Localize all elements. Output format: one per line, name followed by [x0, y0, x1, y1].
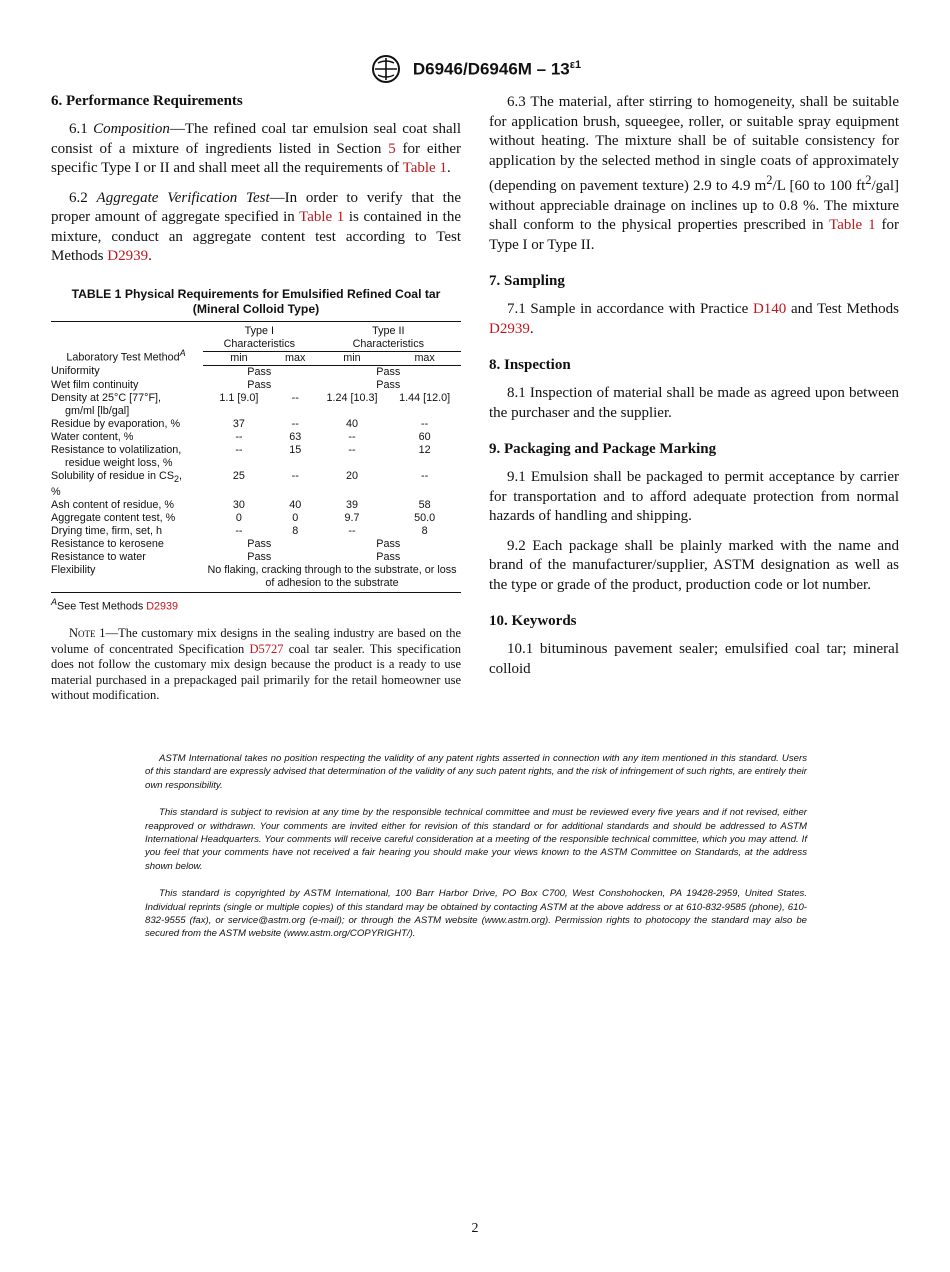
table-row: Uniformity Pass Pass: [51, 365, 401, 378]
table-row: Solubility of residue in $CS_2$, % 25 -- 20 --: [51, 469, 429, 498]
table-row: Residue by evaporation, % 37 -- 40 --: [51, 417, 429, 430]
table-row: Density at 25°C [77°F], gm/ml [lb/gal] 1.1 [9.0] -- 1.24 [10.3] 1.44 [12.0]: [51, 391, 451, 417]
paragraph-6-3: 6.3 The material, after stirring to homogeneity, shall be suitable for application brush, squeegee, roller, or suitable spray equipment without heating. The mixture shall be of suitable consistency for application by the selected method in single coats of approximately (depending on pavement texture) 2.9 to 4.9 $m^2/L$ [60 to 100 $ft^2/gal$] without appreciable drainage on inclines up to 0.8 %. The mixture shall conform to the physical properties prescribed in Table 1 for Type I or Type II.: [489, 94, 899, 253]
page-header: [0, 54, 950, 84]
max-header: max: [388, 351, 461, 365]
right-column: [489, 93, 899, 689]
paragraph-10-1: 10.1 bituminous pavement sealer; emulsified coal tar; mineral colloid: [489, 641, 899, 677]
table-1-link[interactable]: Table 1: [829, 217, 876, 233]
page-number: 2: [471, 1221, 479, 1236]
legal-notice: [145, 752, 807, 955]
copyright-notice: This standard is copyrighted by ASTM International, 100 Barr Harbor Drive, PO Box C700, West Conshohocken, PA 19428-2959, United States. Individual reprints (single or multiple copies) of this standard may be obtained by contacting ASTM at the above address or at 610-832-9585 (phone), 610-832-9555 (fax), or service@astm.org (e-mail); or through the ASTM website (www.astm.org). Permission rights to photocopy the standard may also be secured from the ASTM website (www.astm.org/COPYRIGHT/).: [145, 888, 807, 940]
d2939-link[interactable]: D2939: [107, 248, 149, 264]
astm-logo-icon: [369, 54, 403, 84]
d2939-link[interactable]: D2939: [146, 600, 179, 613]
table-1-link[interactable]: Table 1: [299, 209, 345, 225]
note-1: Note 1—The customary mix designs in the sealing industry are based on the volume of concentrated Specification D5727 coal tar sealer. This specification does not follow the customary mix design because the product is a ready to use material purchased in a prepackaged pail primarily for the retail homeowner use without modification.: [51, 626, 461, 703]
table-1-link[interactable]: Table 1: [402, 160, 447, 176]
requirements-table: [51, 321, 461, 593]
table-row: Drying time, firm, set, h -- 8 -- 8: [51, 524, 428, 537]
section-8-heading: 8. Inspection: [489, 357, 571, 373]
revision-notice: This standard is subject to revision at any time by the responsible technical committee and must be reviewed every five years and if not revised, either reapproved or withdrawn. Your comments are invited either for revision of this standard or for additional standards and should be addressed to ASTM International Headquarters. Your comments will receive careful consideration at a meeting of the responsible technical committee, which you may attend. If you feel that your comments have not received a fair hearing you should make your views known to the ASTM Committee on Standards, at the address shown below.: [145, 807, 807, 872]
table-row: Flexibility No flaking, cracking through to the substrate, or loss of adhesion to the substrate: [51, 564, 461, 593]
d5727-link[interactable]: D5727: [249, 641, 284, 656]
column-header-type-1: Type I Characteristics: [203, 321, 316, 351]
paragraph-8-1: 8.1 Inspection of material shall be made as agreed upon between the purchaser and the supplier.: [489, 385, 899, 421]
paragraph-7-1: 7.1 Sample in accordance with Practice D140 and Test Methods D2939.: [489, 301, 899, 337]
table-row: Water content, % -- 63 -- 60: [51, 430, 431, 443]
paragraph-9-1: 9.1 Emulsion shall be packaged to permit acceptance by carrier for transportation and to afford adequate protection from normal hazards of handling and shipping.: [489, 469, 899, 524]
paragraph-6-1: 6.1 Composition—The refined coal tar emulsion seal coat shall consist of a mixture of ingredients listed in Section 5 for either specific Type I or II and shall meet all the requirements of Table 1.: [51, 121, 462, 176]
column-header-method: Laboratory Test Method$^A$: [51, 321, 203, 365]
table-footnote: $^A$See Test Methods D2939: [51, 596, 179, 613]
section-5-link[interactable]: 5: [388, 140, 396, 157]
section-7-heading: 7. Sampling: [489, 273, 565, 289]
table-row: Resistance to water Pass Pass: [51, 550, 401, 563]
table-row: Resistance to volatilization, residue weight loss, % -- 15 -- 12: [51, 443, 431, 469]
min-header: min: [316, 351, 389, 365]
max-header: max: [275, 351, 316, 365]
paragraph-6-2: 6.2 Aggregate Verification Test—In order to verify that the proper amount of aggregate specified in Table 1 is contained in the mixture, conduct an aggregate content test according to Test Methods D2939.: [51, 189, 461, 264]
paragraph-9-2: 9.2 Each package shall be plainly marked with the name and brand of the manufacturer/supplier, ASTM designation as well as the type or grade of the product, production code or lot number.: [489, 537, 899, 593]
patent-notice: ASTM International takes no position respecting the validity of any patent rights asserted in connection with any item mentioned in this standard. Users of this standard are expressly advised that determination of the validity of any such patent rights, and the risk of infringement of such rights, are entirely their own responsibility.: [145, 753, 807, 791]
designation: $D6946/D6946M - 13^{\varepsilon 1}$: [412, 58, 582, 79]
epsilon-superscript: ε1: [569, 58, 582, 71]
section-6-heading: 6. Performance Requirements: [51, 93, 243, 109]
left-column: [51, 93, 461, 704]
d140-link[interactable]: D140: [752, 301, 787, 317]
column-header-type-2: Type II Characteristics: [316, 321, 461, 351]
section-10-heading: 10. Keywords: [489, 613, 577, 629]
table-1-title: TABLE 1 Physical Requirements for Emulsified Refined Coal tar (Mineral Colloid Type): [71, 286, 441, 316]
table-row: Ash content of residue, % 30 40 39 58: [51, 498, 431, 511]
d2939-link[interactable]: D2939: [489, 320, 530, 337]
min-header: min: [203, 351, 275, 365]
table-row: Aggregate content test, % 0 0 9.7 50.0: [51, 511, 436, 524]
section-9-heading: 9. Packaging and Package Marking: [489, 441, 717, 457]
table-row: Wet film continuity Pass Pass: [51, 378, 401, 391]
table-row: Resistance to kerosene Pass Pass: [51, 537, 401, 550]
